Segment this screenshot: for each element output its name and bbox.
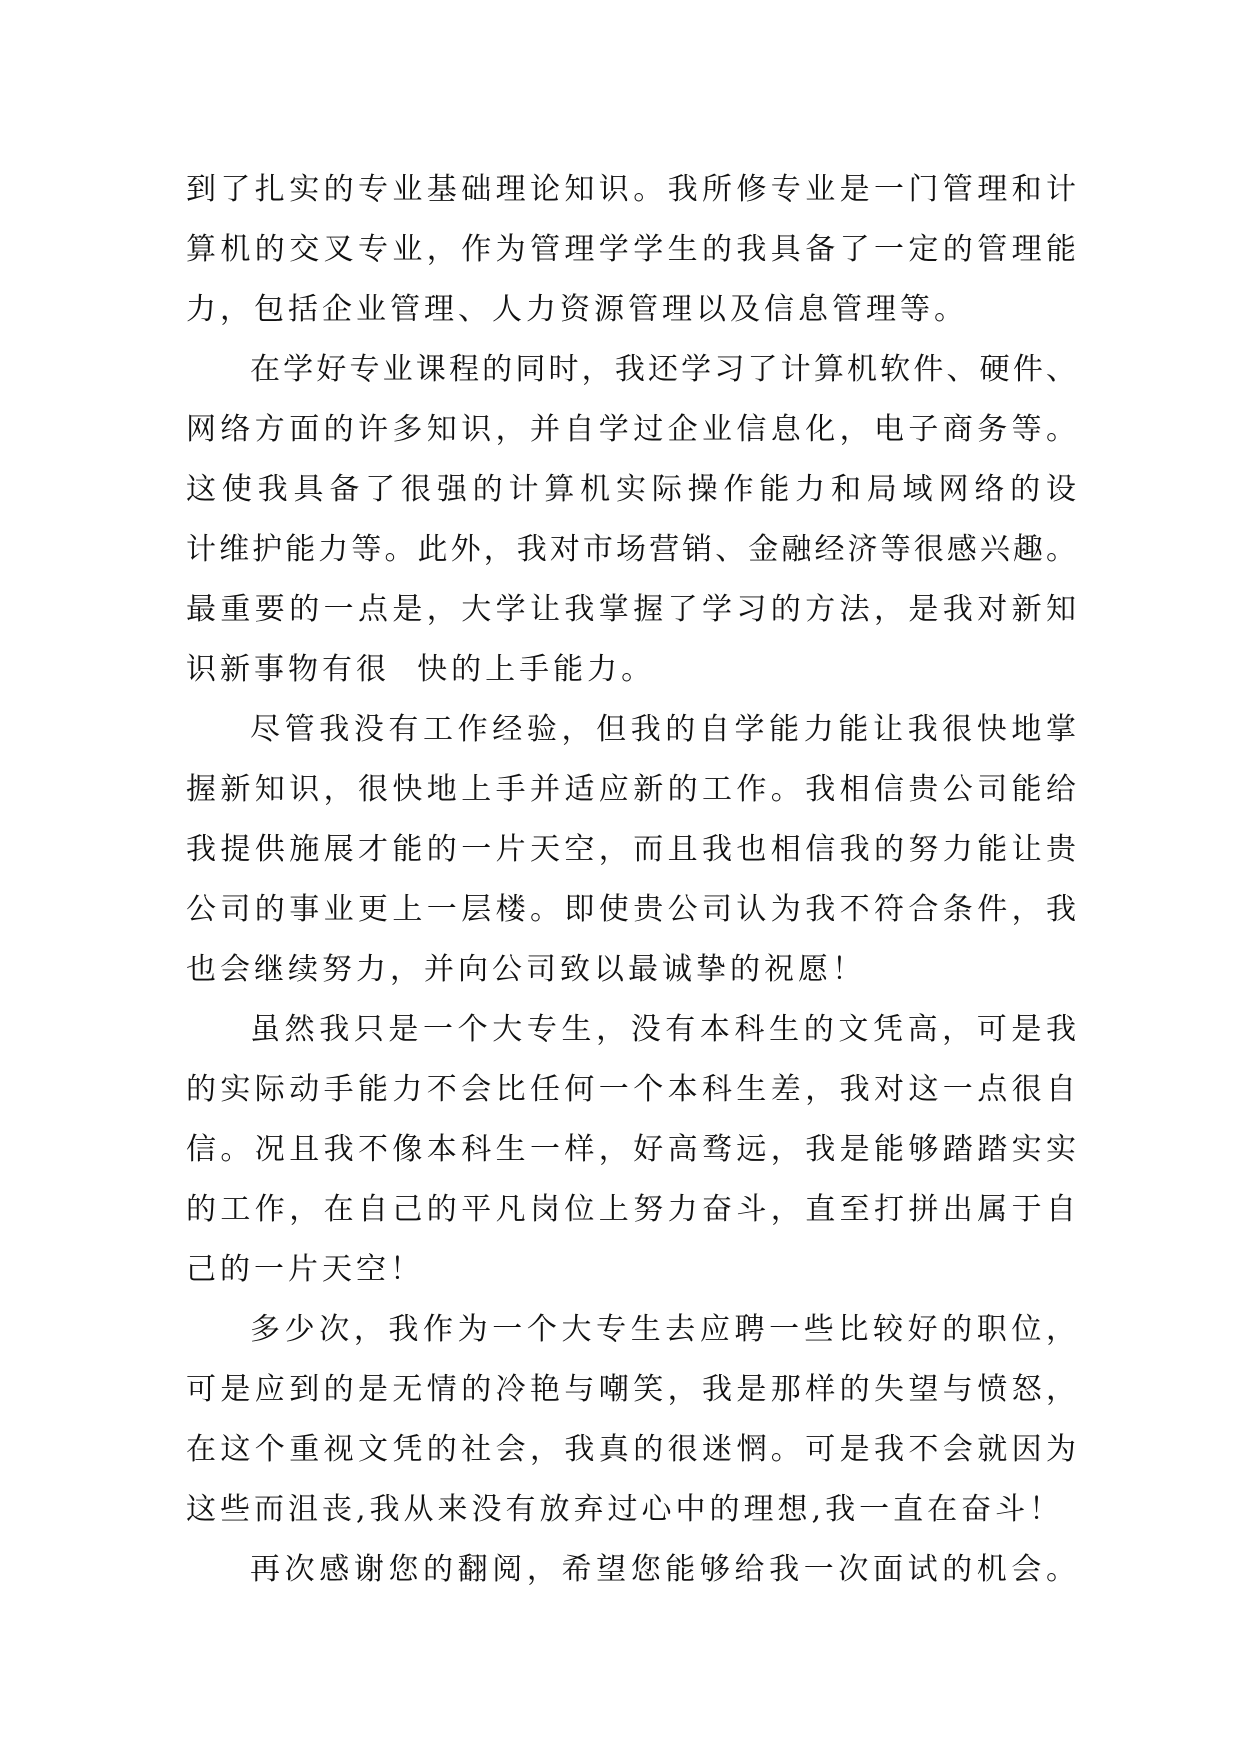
text-line: 这些而沮丧,我从来没有放弃过心中的理想,我一直在奋斗！ <box>186 1492 1064 1527</box>
text-line: 的工作，在自己的平凡岗位上努力奋斗，直至打拼出属于自 <box>186 1192 1076 1227</box>
paragraph <box>186 1300 1076 1540</box>
text-line: 握新知识，很快地上手并适应新的工作。我相信贵公司能给 <box>186 772 1076 807</box>
body-text <box>186 160 1076 1600</box>
paragraph <box>186 1540 1076 1600</box>
text-line: 虽然我只是一个大专生，没有本科生的文凭高，可是我 <box>250 1012 1076 1047</box>
text-line: 力，包括企业管理、人力资源管理以及信息管理等。 <box>186 292 968 327</box>
text-line: 信。况且我不像本科生一样，好高骛远，我是能够踏踏实实 <box>186 1132 1076 1167</box>
text-line: 在学好专业课程的同时，我还学习了计算机软件、硬件、 <box>250 352 1076 387</box>
text-line: 在这个重视文凭的社会，我真的很迷惘。可是我不会就因为 <box>186 1432 1076 1467</box>
text-line: 识新事物有很 快的上手能力。 <box>186 652 656 687</box>
text-line: 网络方面的许多知识，并自学过企业信息化，电子商务等。 <box>186 412 1076 447</box>
text-line: 这使我具备了很强的计算机实际操作能力和局域网络的设 <box>186 472 1076 507</box>
text-line: 计维护能力等。此外，我对市场营销、金融经济等很感兴趣。 <box>186 532 1076 567</box>
text-line: 己的一片天空！ <box>186 1252 424 1287</box>
text-line: 到了扎实的专业基础理论知识。我所修专业是一门管理和计 <box>186 172 1076 207</box>
text-line: 也会继续努力，并向公司致以最诚挚的祝愿！ <box>186 952 866 987</box>
text-line: 多少次，我作为一个大专生去应聘一些比较好的职位， <box>250 1312 1076 1347</box>
text-line: 再次感谢您的翻阅，希望您能够给我一次面试的机会。 <box>250 1552 1076 1587</box>
text-line: 可是应到的是无情的冷艳与嘲笑，我是那样的失望与愤怒， <box>186 1372 1076 1407</box>
text-line: 我提供施展才能的一片天空，而且我也相信我的努力能让贵 <box>186 832 1076 867</box>
text-line: 尽管我没有工作经验，但我的自学能力能让我很快地掌 <box>250 712 1076 747</box>
paragraph <box>186 1000 1076 1300</box>
paragraph <box>186 340 1076 700</box>
text-line: 算机的交叉专业，作为管理学学生的我具备了一定的管理能 <box>186 232 1076 267</box>
paragraph <box>186 700 1076 1000</box>
text-line: 最重要的一点是，大学让我掌握了学习的方法，是我对新知 <box>186 592 1076 627</box>
paragraph <box>186 160 1076 340</box>
text-line: 的实际动手能力不会比任何一个本科生差，我对这一点很自 <box>186 1072 1076 1107</box>
text-line: 公司的事业更上一层楼。即使贵公司认为我不符合条件，我 <box>186 892 1076 927</box>
